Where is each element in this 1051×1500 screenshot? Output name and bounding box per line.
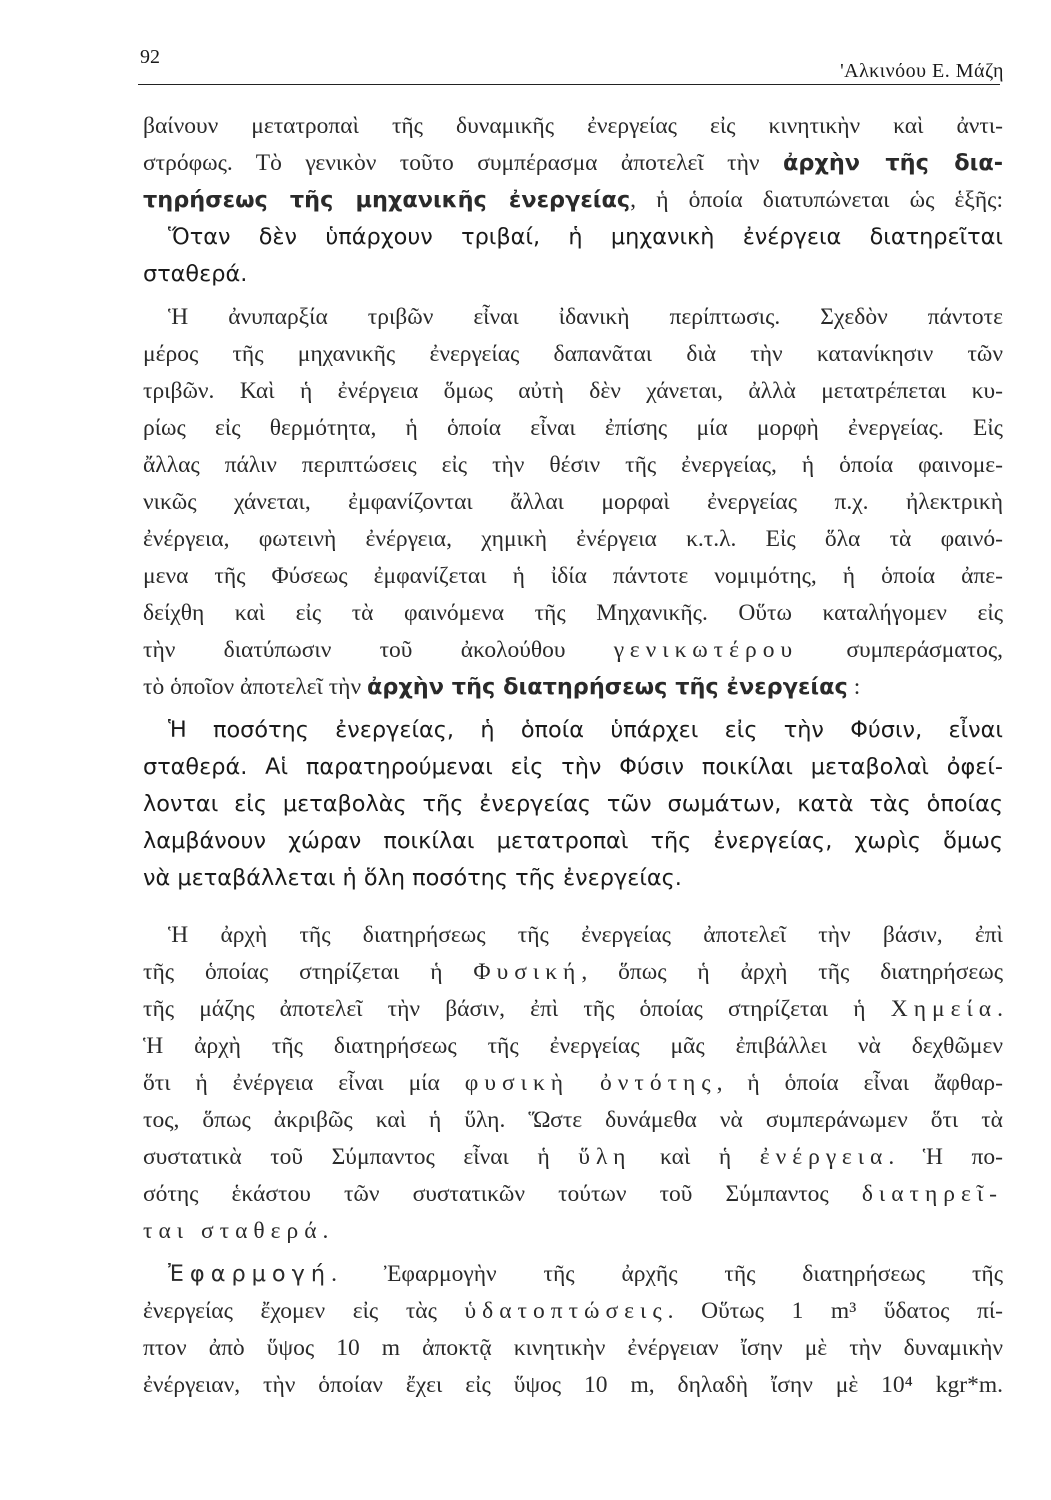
text-line: συστατικὰ τοῦ Σύμπαντος εἶναι ἡ ὕλη καὶ ἡ ἐνέργεια. Ἡ πο-	[143, 1144, 1003, 1170]
text-line: δείχθη καὶ εἰς τὰ φαινόμενα τῆς Μηχανικῆς. Οὕτω καταλήγομεν εἰς	[143, 600, 1003, 626]
text-line: τὴν διατύπωσιν τοῦ ἀκολούθου γενικωτέρου συμπεράσματος,	[143, 637, 1003, 663]
text-line: Ἡ ἀρχὴ τῆς διατηρήσεως τῆς ἐνεργείας ἀποτελεῖ τὴν βάσιν, ἐπὶ	[168, 922, 1003, 948]
emphasis-spaced: ἐνέργεια	[759, 1144, 889, 1170]
text-line: τὸ ὁποῖον ἀποτελεῖ τὴν ἀρχὴν τῆς διατηρήσεως τῆς ἐνεργείας :	[143, 674, 861, 700]
text-line: τῆς μάζης ἀποτελεῖ τὴν βάσιν, ἐπὶ τῆς ὁποίας στηρίζεται ἡ Χημεία.	[143, 996, 1003, 1022]
text-line: ἐνεργείας ἔχομεν εἰς τὰς ὑδατοπτώσεις. Οὕτως 1 m³ ὕδατος πί-	[143, 1298, 1003, 1324]
emphasis-spaced: ὑδατοπτώσεις	[464, 1298, 668, 1324]
text-line: ρίως εἰς θερμότητα, ἡ ὁποία εἶναι ἐπίσης μία μορφὴ ἐνεργείας. Εἰς	[143, 415, 1003, 441]
text-line: μενα τῆς Φύσεως ἐμφανίζεται ἡ ἰδία πάντοτε νομιμότης, ἡ ὁποία ἀπε-	[143, 563, 1003, 589]
emphasis-bold: ἀρχὴν τῆς δια-	[782, 150, 1003, 176]
emphasis-spaced: διατηρεῖ-	[861, 1181, 1003, 1207]
paragraph-mechanical-energy	[143, 108, 1003, 219]
emphasis-bold: τηρήσεως τῆς μηχανικῆς ἐνεργείας	[143, 187, 631, 213]
text-line: μέρος τῆς μηχανικῆς ἐνεργείας δαπανᾶται διὰ τὴν κατανίκησιν τῶν	[143, 341, 1003, 367]
text-line: ὅτι ἡ ἐνέργεια εἶναι μία φυσικὴ ὀντότης, ἡ ὁποία εἶναι ἄφθαρ-	[143, 1070, 1003, 1096]
text-line: Ἡ ποσότης ἐνεργείας, ἡ ὁποία ὑπάρχει εἰς τὴν Φύσιν, εἶναι	[168, 717, 1003, 743]
header-rule	[138, 84, 1000, 85]
emphasis-spaced: Φυσική	[473, 959, 582, 985]
text-line: λαμβάνουν χώραν ποικίλαι μετατροπαὶ τῆς ἐνεργείας, χωρὶς ὅμως	[143, 828, 1003, 854]
text-line: τριβῶν. Καὶ ἡ ἐνέργεια ὅμως αὐτὴ δὲν χάνεται, ἀλλὰ μετατρέπεται κυ-	[143, 378, 1003, 404]
text-line: Ἡ ἀνυπαρξία τριβῶν εἶναι ἰδανικὴ περίπτωσις. Σχεδὸν πάντοτε	[168, 304, 1003, 330]
page-body	[143, 108, 1003, 1404]
paragraph-application	[143, 1256, 1003, 1404]
text-line: ἐνέργεια, φωτεινὴ ἐνέργεια, χημικὴ ἐνέργεια κ.τ.λ. Εἰς ὅλα τὰ φαινό-	[143, 526, 1003, 552]
text-line: νικῶς χάνεται, ἐμφανίζονται ἄλλαι μορφαὶ ἐνεργείας π.χ. ἠλεκτρικὴ	[143, 489, 1003, 515]
text-line: σότης ἑκάστου τῶν συστατικῶν τούτων τοῦ Σύμπαντος διατηρεῖ-	[143, 1181, 1003, 1207]
paragraph-friction	[143, 299, 1003, 706]
text-line: Ἐφαρμογή. Ἐφαρμογὴν τῆς ἀρχῆς τῆς διατηρήσεως τῆς	[168, 1261, 1003, 1287]
text-line: Ὅταν δὲν ὑπάρχουν τριβαί, ἡ μηχανικὴ ἐνέργεια διατηρεῖται	[168, 224, 1003, 250]
text-line: σταθερά.	[143, 261, 248, 287]
text-line: νὰ μεταβάλλεται ἡ ὅλη ποσότης τῆς ἐνεργείας.	[143, 865, 682, 891]
text-line: ἐνέργειαν, τὴν ὁποίαν ἔχει εἰς ὕψος 10 m, δηλαδὴ ἴσην μὲ 10⁴ kgr*m.	[143, 1372, 1003, 1398]
text-line: τῆς ὁποίας στηρίζεται ἡ Φυσική, ὅπως ἡ ἀρχὴ τῆς διατηρήσεως	[143, 959, 1004, 985]
paragraph-physics-basis	[143, 917, 1003, 1250]
text-line: λονται εἰς μεταβολὰς τῆς ἐνεργείας τῶν σωμάτων, κατὰ τὰς ὁποίας	[143, 791, 1003, 817]
text-line: τηρήσεως τῆς μηχανικῆς ἐνεργείας, ἡ ὁποία διατυπώνεται ὡς ἑξῆς:	[143, 187, 1003, 213]
emphasis-bold: ἀρχὴν τῆς διατηρήσεως τῆς ἐνεργείας	[366, 674, 848, 700]
emphasis-spaced: ται σταθερά	[143, 1218, 323, 1244]
emphasis-spaced: γενικωτέρου	[613, 637, 799, 663]
text-line: Ἡ ἀρχὴ τῆς διατηρήσεως τῆς ἐνεργείας μᾶς ἐπιβάλλει νὰ δεχθῶμεν	[143, 1033, 1003, 1059]
page-number: 92	[140, 46, 160, 68]
text-line: ἄλλας πάλιν περιπτώσεις εἰς τὴν θέσιν τῆς ἐνεργείας, ἡ ὁποία φαινομε-	[143, 452, 1003, 478]
emphasis-spaced: ὕλη	[578, 1144, 632, 1170]
text-line: στρόφως. Τὸ γενικὸν τοῦτο συμπέρασμα ἀποτελεῖ τὴν ἀρχὴν τῆς δια-	[143, 150, 1003, 176]
text-line: πτον ἀπὸ ὕψος 10 m ἀποκτᾷ κινητικὴν ἐνέργειαν ἴσην μὲ τὴν δυναμικὴν	[143, 1335, 1003, 1361]
emphasis-spaced: Ἐφαρμογή	[168, 1261, 332, 1287]
page-header	[138, 42, 1008, 86]
law-mechanical-energy	[143, 219, 1003, 293]
emphasis-spaced: φυσικὴ ὀντότης	[464, 1070, 717, 1096]
text-line: τος, ὅπως ἀκριβῶς καὶ ἡ ὕλη. Ὥστε δυνάμεθα νὰ συμπεράνωμεν ὅτι τὰ	[143, 1107, 1003, 1133]
text-line: ται σταθερά.	[143, 1218, 329, 1244]
emphasis-spaced: Χημεία	[890, 996, 998, 1022]
running-head: 'Αλκινόου Ε. Μάζη	[840, 60, 1004, 82]
law-energy-conservation	[143, 712, 1003, 897]
text-line: σταθερά. Αἱ παρατηρούμεναι εἰς τὴν Φύσιν ποικίλαι μεταβολαὶ ὀφεί-	[143, 754, 1003, 780]
text-line: βαίνουν μετατροπαὶ τῆς δυναμικῆς ἐνεργείας εἰς κινητικὴν καὶ ἀντι-	[143, 113, 1003, 139]
